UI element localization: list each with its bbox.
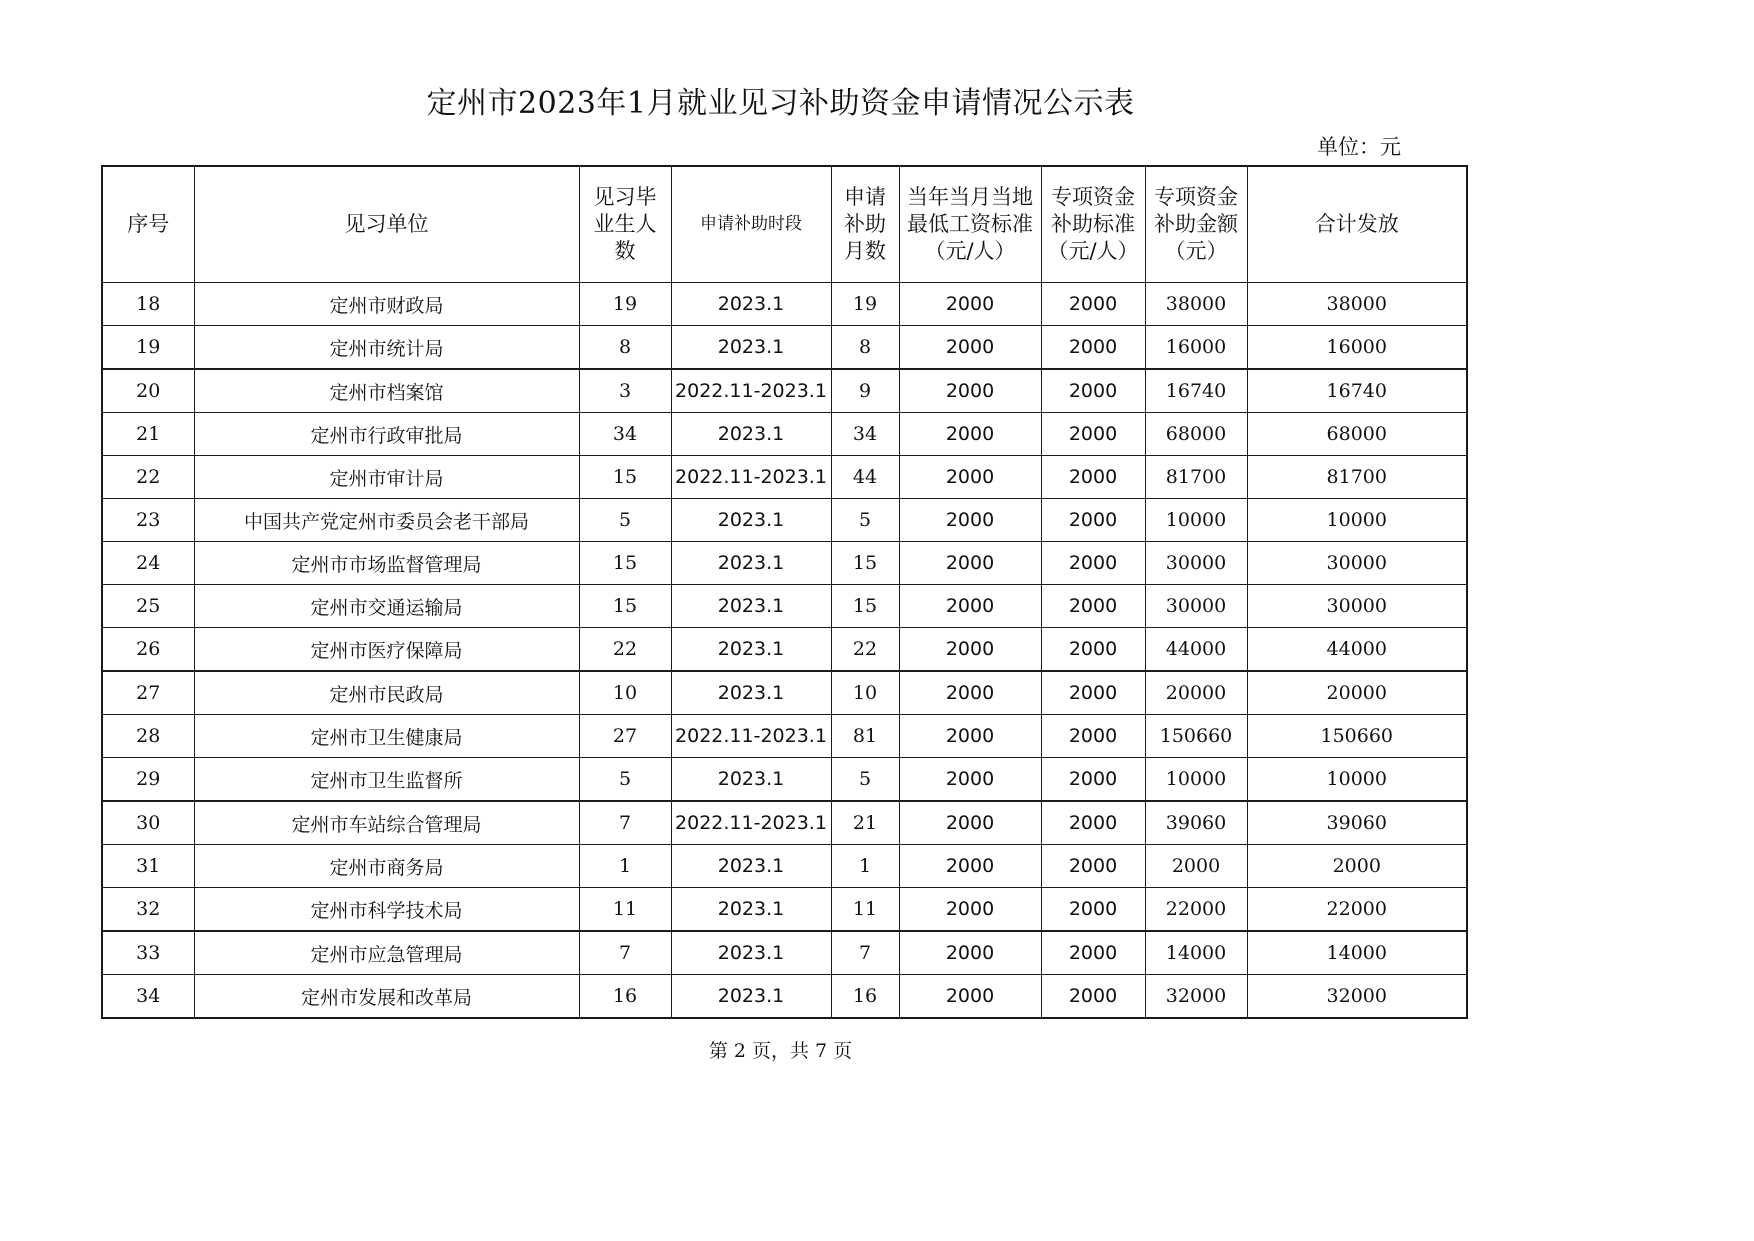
cell-unit: 定州市档案馆 xyxy=(194,369,579,413)
cell-period: 2023.1 xyxy=(671,931,831,975)
cell-min-wage: 2000 xyxy=(899,845,1041,888)
table-row xyxy=(102,585,1467,628)
cell-unit: 定州市统计局 xyxy=(194,326,579,370)
cell-standard: 2000 xyxy=(1041,715,1145,758)
table-row xyxy=(102,283,1467,326)
cell-unit: 定州市行政审批局 xyxy=(194,413,579,456)
cell-min-wage: 2000 xyxy=(899,715,1041,758)
cell-amount: 68000 xyxy=(1145,413,1247,456)
cell-total: 39060 xyxy=(1247,801,1467,845)
cell-period: 2023.1 xyxy=(671,888,831,932)
cell-standard: 2000 xyxy=(1041,801,1145,845)
unit-label: 单位：元 xyxy=(1317,135,1401,159)
cell-months: 16 xyxy=(831,975,899,1019)
cell-seq: 34 xyxy=(102,975,194,1019)
cell-amount: 22000 xyxy=(1145,888,1247,932)
cell-graduates: 7 xyxy=(579,931,671,975)
table-row xyxy=(102,499,1467,542)
cell-period: 2022.11-2023.1 xyxy=(671,715,831,758)
cell-seq: 22 xyxy=(102,456,194,499)
cell-total: 14000 xyxy=(1247,931,1467,975)
cell-total: 2000 xyxy=(1247,845,1467,888)
cell-standard: 2000 xyxy=(1041,628,1145,672)
cell-unit: 定州市卫生监督所 xyxy=(194,758,579,802)
cell-amount: 10000 xyxy=(1145,499,1247,542)
cell-months: 5 xyxy=(831,499,899,542)
page-title: 定州市2023年1月就业见习补助资金申请情况公示表 xyxy=(426,86,1135,121)
cell-period: 2022.11-2023.1 xyxy=(671,456,831,499)
cell-seq: 26 xyxy=(102,628,194,672)
table-row xyxy=(102,758,1467,802)
cell-min-wage: 2000 xyxy=(899,413,1041,456)
cell-period: 2023.1 xyxy=(671,326,831,370)
cell-min-wage: 2000 xyxy=(899,888,1041,932)
cell-period: 2023.1 xyxy=(671,542,831,585)
cell-months: 5 xyxy=(831,758,899,802)
cell-graduates: 15 xyxy=(579,542,671,585)
page-footer: 第 2 页，共 7 页 xyxy=(708,1040,853,1062)
cell-min-wage: 2000 xyxy=(899,975,1041,1019)
cell-months: 1 xyxy=(831,845,899,888)
cell-period: 2022.11-2023.1 xyxy=(671,369,831,413)
table-row xyxy=(102,542,1467,585)
cell-unit: 定州市审计局 xyxy=(194,456,579,499)
cell-unit: 定州市商务局 xyxy=(194,845,579,888)
cell-total: 38000 xyxy=(1247,283,1467,326)
cell-graduates: 3 xyxy=(579,369,671,413)
cell-standard: 2000 xyxy=(1041,456,1145,499)
cell-months: 8 xyxy=(831,326,899,370)
cell-months: 19 xyxy=(831,283,899,326)
cell-amount: 38000 xyxy=(1145,283,1247,326)
cell-months: 21 xyxy=(831,801,899,845)
cell-standard: 2000 xyxy=(1041,931,1145,975)
cell-unit: 定州市市场监督管理局 xyxy=(194,542,579,585)
cell-unit: 定州市应急管理局 xyxy=(194,931,579,975)
cell-standard: 2000 xyxy=(1041,845,1145,888)
table-row xyxy=(102,931,1467,975)
cell-months: 10 xyxy=(831,671,899,715)
cell-seq: 30 xyxy=(102,801,194,845)
cell-standard: 2000 xyxy=(1041,585,1145,628)
cell-period: 2023.1 xyxy=(671,628,831,672)
table-row xyxy=(102,369,1467,413)
cell-graduates: 7 xyxy=(579,801,671,845)
cell-min-wage: 2000 xyxy=(899,671,1041,715)
cell-graduates: 19 xyxy=(579,283,671,326)
cell-unit: 定州市车站综合管理局 xyxy=(194,801,579,845)
table-row xyxy=(102,413,1467,456)
header-amount: 专项资金补助金额（元） xyxy=(1145,166,1247,283)
cell-graduates: 8 xyxy=(579,326,671,370)
cell-seq: 25 xyxy=(102,585,194,628)
cell-months: 15 xyxy=(831,585,899,628)
cell-min-wage: 2000 xyxy=(899,456,1041,499)
cell-amount: 39060 xyxy=(1145,801,1247,845)
cell-amount: 16000 xyxy=(1145,326,1247,370)
cell-amount: 30000 xyxy=(1145,585,1247,628)
cell-total: 150660 xyxy=(1247,715,1467,758)
table-row xyxy=(102,715,1467,758)
subsidy-table xyxy=(101,165,1468,1019)
cell-amount: 30000 xyxy=(1145,542,1247,585)
cell-graduates: 34 xyxy=(579,413,671,456)
cell-standard: 2000 xyxy=(1041,499,1145,542)
cell-graduates: 27 xyxy=(579,715,671,758)
table-row xyxy=(102,975,1467,1019)
table-row xyxy=(102,845,1467,888)
cell-standard: 2000 xyxy=(1041,975,1145,1019)
cell-unit: 中国共产党定州市委员会老干部局 xyxy=(194,499,579,542)
cell-standard: 2000 xyxy=(1041,413,1145,456)
header-seq: 序号 xyxy=(102,166,194,283)
cell-graduates: 10 xyxy=(579,671,671,715)
cell-standard: 2000 xyxy=(1041,671,1145,715)
cell-months: 34 xyxy=(831,413,899,456)
cell-graduates: 15 xyxy=(579,585,671,628)
cell-min-wage: 2000 xyxy=(899,628,1041,672)
header-unit: 见习单位 xyxy=(194,166,579,283)
cell-period: 2023.1 xyxy=(671,585,831,628)
table-row xyxy=(102,801,1467,845)
cell-seq: 32 xyxy=(102,888,194,932)
cell-seq: 20 xyxy=(102,369,194,413)
cell-months: 11 xyxy=(831,888,899,932)
cell-seq: 31 xyxy=(102,845,194,888)
cell-min-wage: 2000 xyxy=(899,499,1041,542)
cell-total: 44000 xyxy=(1247,628,1467,672)
cell-unit: 定州市民政局 xyxy=(194,671,579,715)
cell-graduates: 15 xyxy=(579,456,671,499)
cell-standard: 2000 xyxy=(1041,369,1145,413)
cell-seq: 21 xyxy=(102,413,194,456)
cell-standard: 2000 xyxy=(1041,542,1145,585)
cell-seq: 24 xyxy=(102,542,194,585)
cell-unit: 定州市科学技术局 xyxy=(194,888,579,932)
header-standard: 专项资金补助标准（元/人） xyxy=(1041,166,1145,283)
header-min-wage: 当年当月当地最低工资标准（元/人） xyxy=(899,166,1041,283)
cell-min-wage: 2000 xyxy=(899,801,1041,845)
cell-total: 16740 xyxy=(1247,369,1467,413)
cell-graduates: 5 xyxy=(579,499,671,542)
cell-period: 2023.1 xyxy=(671,499,831,542)
cell-standard: 2000 xyxy=(1041,326,1145,370)
header-period: 申请补助时段 xyxy=(671,166,831,283)
cell-seq: 27 xyxy=(102,671,194,715)
cell-unit: 定州市发展和改革局 xyxy=(194,975,579,1019)
cell-total: 16000 xyxy=(1247,326,1467,370)
table-row xyxy=(102,326,1467,370)
cell-seq: 33 xyxy=(102,931,194,975)
cell-seq: 23 xyxy=(102,499,194,542)
cell-period: 2023.1 xyxy=(671,975,831,1019)
cell-graduates: 5 xyxy=(579,758,671,802)
cell-min-wage: 2000 xyxy=(899,931,1041,975)
cell-period: 2023.1 xyxy=(671,413,831,456)
cell-graduates: 16 xyxy=(579,975,671,1019)
cell-amount: 20000 xyxy=(1145,671,1247,715)
cell-graduates: 1 xyxy=(579,845,671,888)
cell-amount: 150660 xyxy=(1145,715,1247,758)
cell-min-wage: 2000 xyxy=(899,326,1041,370)
header-graduates: 见习毕业生人数 xyxy=(579,166,671,283)
cell-total: 10000 xyxy=(1247,499,1467,542)
cell-min-wage: 2000 xyxy=(899,369,1041,413)
cell-total: 30000 xyxy=(1247,585,1467,628)
cell-total: 20000 xyxy=(1247,671,1467,715)
cell-period: 2023.1 xyxy=(671,758,831,802)
cell-total: 22000 xyxy=(1247,888,1467,932)
cell-total: 30000 xyxy=(1247,542,1467,585)
header-months: 申请补助月数 xyxy=(831,166,899,283)
cell-unit: 定州市交通运输局 xyxy=(194,585,579,628)
cell-period: 2023.1 xyxy=(671,845,831,888)
cell-months: 7 xyxy=(831,931,899,975)
cell-standard: 2000 xyxy=(1041,283,1145,326)
cell-amount: 10000 xyxy=(1145,758,1247,802)
cell-unit: 定州市财政局 xyxy=(194,283,579,326)
cell-unit: 定州市医疗保障局 xyxy=(194,628,579,672)
cell-seq: 29 xyxy=(102,758,194,802)
cell-months: 15 xyxy=(831,542,899,585)
table-row xyxy=(102,456,1467,499)
cell-period: 2022.11-2023.1 xyxy=(671,801,831,845)
cell-amount: 44000 xyxy=(1145,628,1247,672)
cell-min-wage: 2000 xyxy=(899,283,1041,326)
cell-min-wage: 2000 xyxy=(899,758,1041,802)
header-total: 合计发放 xyxy=(1247,166,1467,283)
cell-amount: 81700 xyxy=(1145,456,1247,499)
cell-period: 2023.1 xyxy=(671,283,831,326)
cell-amount: 2000 xyxy=(1145,845,1247,888)
cell-amount: 16740 xyxy=(1145,369,1247,413)
cell-months: 9 xyxy=(831,369,899,413)
cell-standard: 2000 xyxy=(1041,888,1145,932)
table-row xyxy=(102,628,1467,672)
table-row xyxy=(102,671,1467,715)
cell-total: 10000 xyxy=(1247,758,1467,802)
cell-graduates: 11 xyxy=(579,888,671,932)
cell-period: 2023.1 xyxy=(671,671,831,715)
cell-total: 68000 xyxy=(1247,413,1467,456)
table-header-row xyxy=(102,166,1467,283)
cell-seq: 18 xyxy=(102,283,194,326)
table-row xyxy=(102,888,1467,932)
cell-total: 81700 xyxy=(1247,456,1467,499)
cell-unit: 定州市卫生健康局 xyxy=(194,715,579,758)
cell-standard: 2000 xyxy=(1041,758,1145,802)
cell-months: 81 xyxy=(831,715,899,758)
cell-graduates: 22 xyxy=(579,628,671,672)
cell-amount: 14000 xyxy=(1145,931,1247,975)
cell-min-wage: 2000 xyxy=(899,585,1041,628)
cell-seq: 19 xyxy=(102,326,194,370)
cell-months: 22 xyxy=(831,628,899,672)
cell-months: 44 xyxy=(831,456,899,499)
cell-amount: 32000 xyxy=(1145,975,1247,1019)
cell-seq: 28 xyxy=(102,715,194,758)
cell-min-wage: 2000 xyxy=(899,542,1041,585)
cell-total: 32000 xyxy=(1247,975,1467,1019)
